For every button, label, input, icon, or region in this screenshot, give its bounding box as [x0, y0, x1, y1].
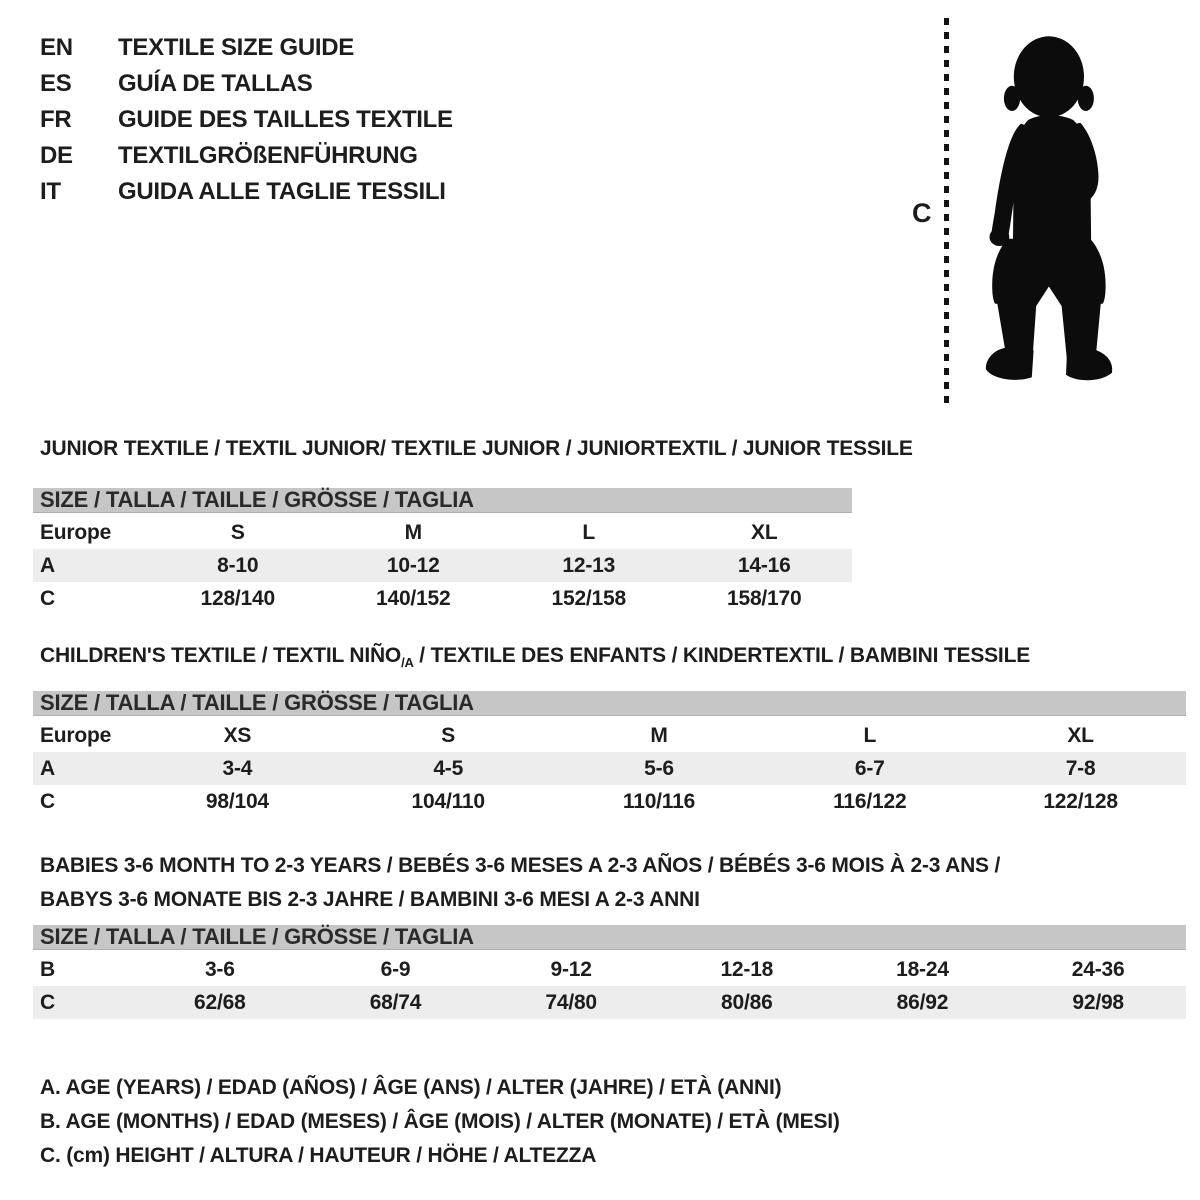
table-row — [33, 986, 1186, 1019]
legend-line-height-cm: C. (cm) HEIGHT / ALTURA / HAUTEUR / HÖHE / ALTEZZA — [40, 1144, 597, 1167]
size-value-cell: 8-10 — [217, 553, 259, 577]
toddler-silhouette-icon — [958, 14, 1138, 406]
babies-section-title — [40, 849, 1000, 917]
size-value-cell: 12-13 — [562, 553, 616, 577]
children-title-part: / TEXTILE DES ENFANTS / KINDERTEXTIL / BAMBINI TESSILE — [413, 644, 1031, 667]
legend — [40, 1071, 840, 1173]
size-value-cell: 6-7 — [854, 756, 885, 780]
table-row — [33, 582, 852, 615]
language-row — [40, 102, 453, 138]
language-code: EN — [40, 34, 73, 61]
size-header-bar: SIZE / TALLA / TAILLE / GRÖSSE / TAGLIA — [33, 925, 1186, 950]
size-value-cell: 74/80 — [545, 990, 597, 1014]
language-row — [40, 174, 453, 210]
row-label-cell: Europe — [40, 520, 112, 544]
table-row — [33, 719, 1186, 752]
children-title-subscript: /A — [401, 655, 414, 670]
table-row — [33, 752, 1186, 785]
babies-size-table-block — [33, 925, 1186, 1019]
table-row — [33, 953, 1186, 986]
language-row — [40, 138, 453, 174]
legend-line-age-months: B. AGE (MONTHS) / EDAD (MESES) / ÂGE (MOIS) / ALTER (MONATE) / ETÀ (MESI) — [40, 1110, 840, 1133]
size-value-cell: 86/92 — [896, 990, 949, 1014]
babies-size-table — [33, 953, 1186, 1019]
junior-size-table-block — [33, 488, 852, 615]
size-value-cell: 62/68 — [194, 990, 246, 1014]
babies-title-line: BABIES 3-6 MONTH TO 2-3 YEARS / BEBÉS 3-6 MESES A 2-3 AÑOS / BÉBÉS 3-6 MOIS À 2-3 ANS / — [40, 854, 1001, 877]
size-value-cell: XL — [751, 520, 778, 544]
size-value-cell: 68/74 — [369, 990, 422, 1014]
size-value-cell: 3-6 — [204, 957, 235, 981]
height-dashed-line — [944, 18, 949, 410]
language-row — [40, 66, 453, 102]
children-size-table-block — [33, 691, 1186, 818]
size-value-cell: 122/128 — [1043, 789, 1118, 813]
language-title-list — [40, 30, 453, 210]
size-value-cell: 7-8 — [1065, 756, 1096, 780]
size-value-cell: 128/140 — [200, 586, 275, 610]
size-value-cell: 14-16 — [737, 553, 791, 577]
size-value-cell: 6-9 — [380, 957, 411, 981]
junior-section-title: JUNIOR TEXTILE / TEXTIL JUNIOR/ TEXTILE JUNIOR / JUNIORTEXTIL / JUNIOR TESSILE — [40, 437, 913, 460]
guide-title: TEXTILGRÖßENFÜHRUNG — [118, 142, 418, 169]
language-code: IT — [40, 178, 61, 205]
children-section-title — [40, 644, 1030, 670]
row-label-cell: A — [40, 553, 55, 577]
language-code: ES — [40, 70, 72, 97]
guide-title: GUIDA ALLE TAGLIE TESSILI — [118, 178, 446, 205]
size-value-cell: 98/104 — [205, 789, 269, 813]
size-value-cell: L — [863, 723, 877, 747]
size-value-cell: 9-12 — [550, 957, 592, 981]
size-value-cell: 24-36 — [1071, 957, 1125, 981]
size-value-cell: 5-6 — [644, 756, 674, 780]
size-value-cell: XS — [223, 723, 252, 747]
size-value-cell: M — [650, 723, 668, 747]
guide-title: GUÍA DE TALLAS — [118, 70, 313, 97]
legend-line-age-years: A. AGE (YEARS) / EDAD (AÑOS) / ÂGE (ANS) / ALTER (JAHRE) / ETÀ (ANNI) — [40, 1076, 782, 1099]
row-label-cell: C — [40, 990, 55, 1014]
size-value-cell: 110/116 — [622, 789, 696, 813]
size-header-bar: SIZE / TALLA / TAILLE / GRÖSSE / TAGLIA — [33, 691, 1186, 716]
size-value-cell: L — [582, 520, 596, 544]
table-row — [33, 785, 1186, 818]
row-label-cell: B — [40, 957, 55, 981]
junior-size-table — [33, 516, 852, 615]
size-value-cell: 10-12 — [386, 553, 440, 577]
table-row — [33, 516, 852, 549]
size-value-cell: 18-24 — [896, 957, 949, 981]
children-size-table — [33, 719, 1186, 818]
children-title-part: CHILDREN'S TEXTILE / TEXTIL NIÑO — [40, 644, 402, 667]
guide-title: GUIDE DES TAILLES TEXTILE — [118, 106, 453, 133]
size-value-cell: 152/158 — [551, 586, 626, 610]
size-value-cell: S — [441, 723, 456, 747]
table-row — [33, 549, 852, 582]
size-value-cell: 80/86 — [721, 990, 773, 1014]
size-header-bar: SIZE / TALLA / TAILLE / GRÖSSE / TAGLIA — [33, 488, 852, 513]
row-label-cell: Europe — [40, 723, 112, 747]
language-code: FR — [40, 106, 72, 133]
row-label-cell: C — [40, 789, 55, 813]
size-value-cell: 92/98 — [1072, 990, 1124, 1014]
language-code: DE — [40, 142, 73, 169]
size-value-cell: 158/170 — [726, 586, 802, 610]
size-value-cell: M — [404, 520, 422, 544]
size-value-cell: S — [230, 520, 245, 544]
size-value-cell: 140/152 — [375, 586, 451, 610]
size-value-cell: 104/110 — [411, 789, 485, 813]
size-value-cell: XL — [1067, 723, 1094, 747]
size-value-cell: 3-4 — [222, 756, 253, 780]
size-value-cell: 12-18 — [720, 957, 774, 981]
babies-title-line: BABYS 3-6 MONATE BIS 2-3 JAHRE / BAMBINI 3-6 MESI A 2-3 ANNI — [40, 888, 700, 911]
size-value-cell: 116/122 — [833, 789, 907, 813]
row-label-cell: A — [40, 756, 55, 780]
height-measure-label: C — [912, 198, 932, 228]
language-row — [40, 30, 453, 66]
row-label-cell: C — [40, 586, 55, 610]
guide-title: TEXTILE SIZE GUIDE — [118, 34, 354, 61]
size-value-cell: 4-5 — [433, 756, 464, 780]
